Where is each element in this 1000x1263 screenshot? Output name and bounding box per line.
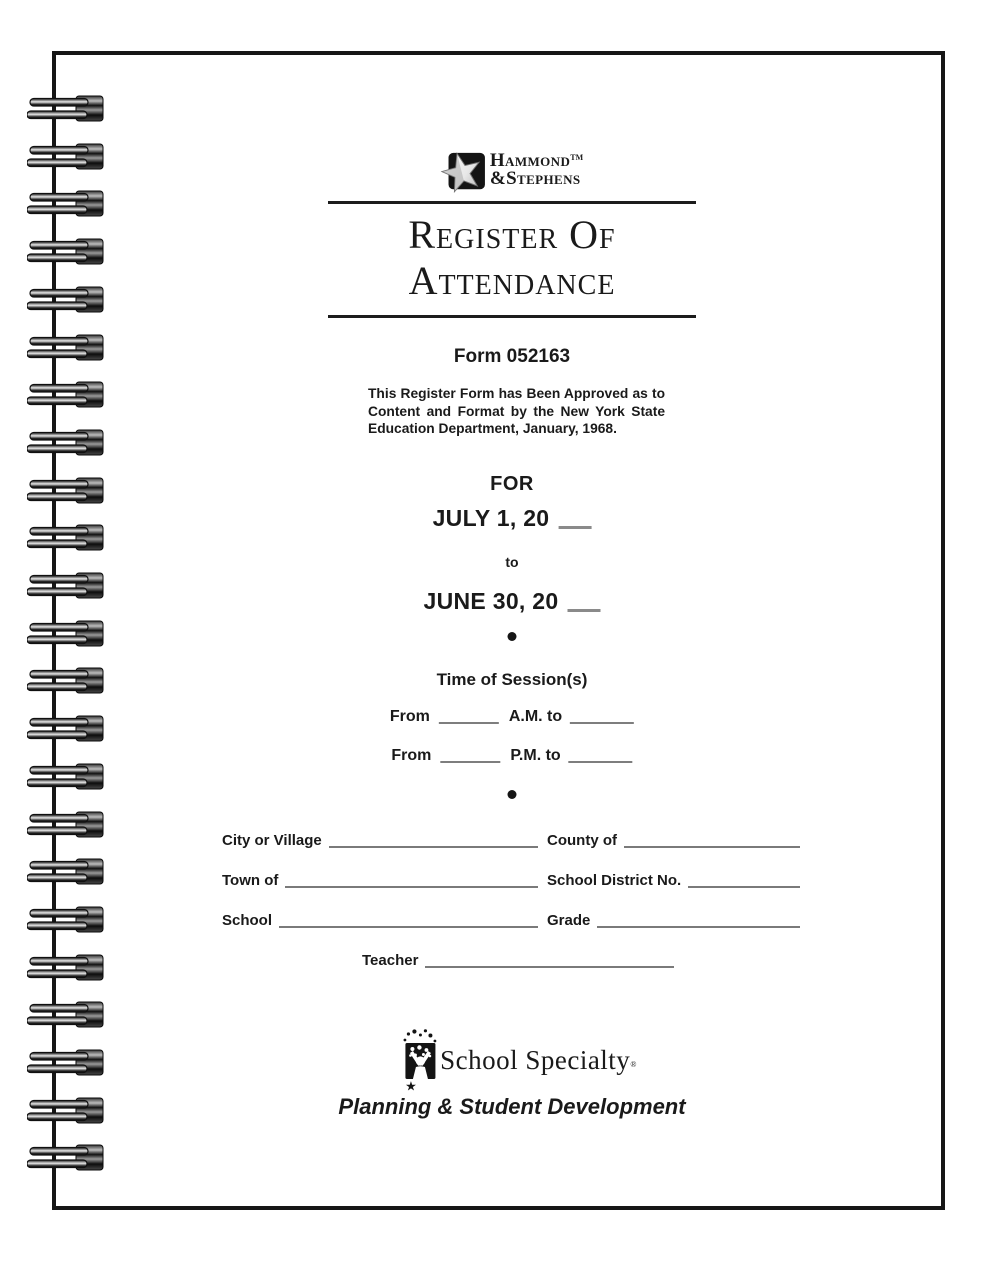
field-label: Town of <box>222 872 279 889</box>
hammond-stephens-star-icon <box>441 150 487 196</box>
blank-line-field <box>688 882 800 888</box>
field-row <box>222 829 800 850</box>
binding-ring-icon <box>27 334 105 361</box>
time-blank-field <box>570 718 634 724</box>
registered-mark: ® <box>630 1060 637 1069</box>
bottom-rule <box>328 315 696 318</box>
binding-ring-icon <box>27 763 105 790</box>
from-label: From <box>391 747 432 764</box>
brand-line-2: &Stephens <box>489 168 581 189</box>
register-cover-page <box>52 51 945 1210</box>
time-blank-field <box>439 718 499 724</box>
field-school <box>222 909 538 930</box>
field-school-district-no <box>547 869 800 890</box>
field-label: County of <box>547 832 617 849</box>
spiral-binding <box>27 0 105 1263</box>
field-teacher <box>362 949 674 970</box>
to-connector: to <box>505 554 519 570</box>
term-start-row <box>433 505 592 532</box>
trademark-mark: TM <box>570 153 584 162</box>
top-rule <box>328 201 696 204</box>
binding-ring-icon <box>27 190 105 217</box>
from-label: From <box>389 708 430 725</box>
field-row <box>222 869 800 890</box>
title-line-1: Register Of <box>408 212 616 257</box>
binding-ring-icon <box>27 95 105 122</box>
field-label: Teacher <box>362 952 419 969</box>
am-to-label: A.M. to <box>508 708 563 725</box>
school-specialty-wordmark <box>440 1045 637 1080</box>
school-specialty-figure-icon <box>401 1029 439 1093</box>
binding-ring-icon <box>27 1097 105 1124</box>
binding-ring-icon <box>27 1144 105 1171</box>
approval-line: Content and Format by the New York State <box>368 403 665 419</box>
binding-ring-icon <box>27 524 105 551</box>
session-row-am <box>390 708 634 726</box>
page-title <box>408 212 615 304</box>
field-row <box>222 909 800 930</box>
blank-line-field <box>425 962 674 968</box>
tagline: Planning & Student Development <box>338 1094 686 1119</box>
term-start-label: JULY 1, 20 <box>432 505 550 531</box>
field-label: School District No. <box>547 872 682 889</box>
hammond-stephens-logo <box>441 149 583 196</box>
field-city-or-village <box>222 829 538 850</box>
field-label: Grade <box>547 912 591 929</box>
brand-line-1: Hammond <box>489 150 571 171</box>
identification-fields <box>222 829 800 989</box>
binding-ring-icon <box>27 143 105 170</box>
field-grade <box>547 909 800 930</box>
binding-ring-icon <box>27 906 105 933</box>
school-specialty-row <box>352 1029 685 1093</box>
binding-ring-icon <box>27 429 105 456</box>
field-county-of <box>547 829 800 850</box>
approval-statement <box>368 385 665 438</box>
blank-line-field <box>285 882 538 888</box>
binding-ring-icon <box>27 954 105 981</box>
bullet-dot <box>508 632 517 641</box>
field-town-of <box>222 869 538 890</box>
time-blank-field <box>569 757 633 763</box>
binding-ring-icon <box>27 620 105 647</box>
binding-ring-icon <box>27 715 105 742</box>
bullet-dot <box>508 790 517 799</box>
binding-ring-icon <box>27 286 105 313</box>
binding-ring-icon <box>27 477 105 504</box>
field-label: School <box>222 912 273 929</box>
time-blank-field <box>440 757 500 763</box>
hammond-stephens-wordmark <box>490 149 583 188</box>
binding-ring-icon <box>27 811 105 838</box>
blank-line-field <box>329 842 538 848</box>
binding-ring-icon <box>27 238 105 265</box>
field-label: City or Village <box>222 832 322 849</box>
term-end-row <box>424 588 601 615</box>
sessions-heading: Time of Session(s) <box>436 670 588 689</box>
brand-text: School Specialty <box>440 1045 631 1075</box>
blank-line-field <box>279 922 538 928</box>
session-row-pm <box>391 747 632 765</box>
title-line-2: Attendance <box>408 258 616 303</box>
svg-text:★: ★ <box>404 1079 417 1093</box>
binding-ring-icon <box>27 667 105 694</box>
year-blank-field <box>568 605 601 612</box>
binding-ring-icon <box>27 572 105 599</box>
binding-ring-icon <box>27 1001 105 1028</box>
for-label: FOR <box>490 473 534 495</box>
blank-line-field <box>624 842 800 848</box>
term-end-label: JUNE 30, 20 <box>423 588 559 614</box>
approval-line: Education Department, January, 1968. <box>368 421 617 437</box>
year-blank-field <box>558 522 591 529</box>
school-specialty-logo <box>338 1029 685 1120</box>
blank-line-field <box>597 922 800 928</box>
pm-to-label: P.M. to <box>510 747 561 764</box>
binding-ring-icon <box>27 381 105 408</box>
form-number: Form 052163 <box>453 346 571 367</box>
binding-ring-icon <box>27 1049 105 1076</box>
approval-line: This Register Form has Been Approved as to <box>368 386 665 401</box>
binding-ring-icon <box>27 858 105 885</box>
